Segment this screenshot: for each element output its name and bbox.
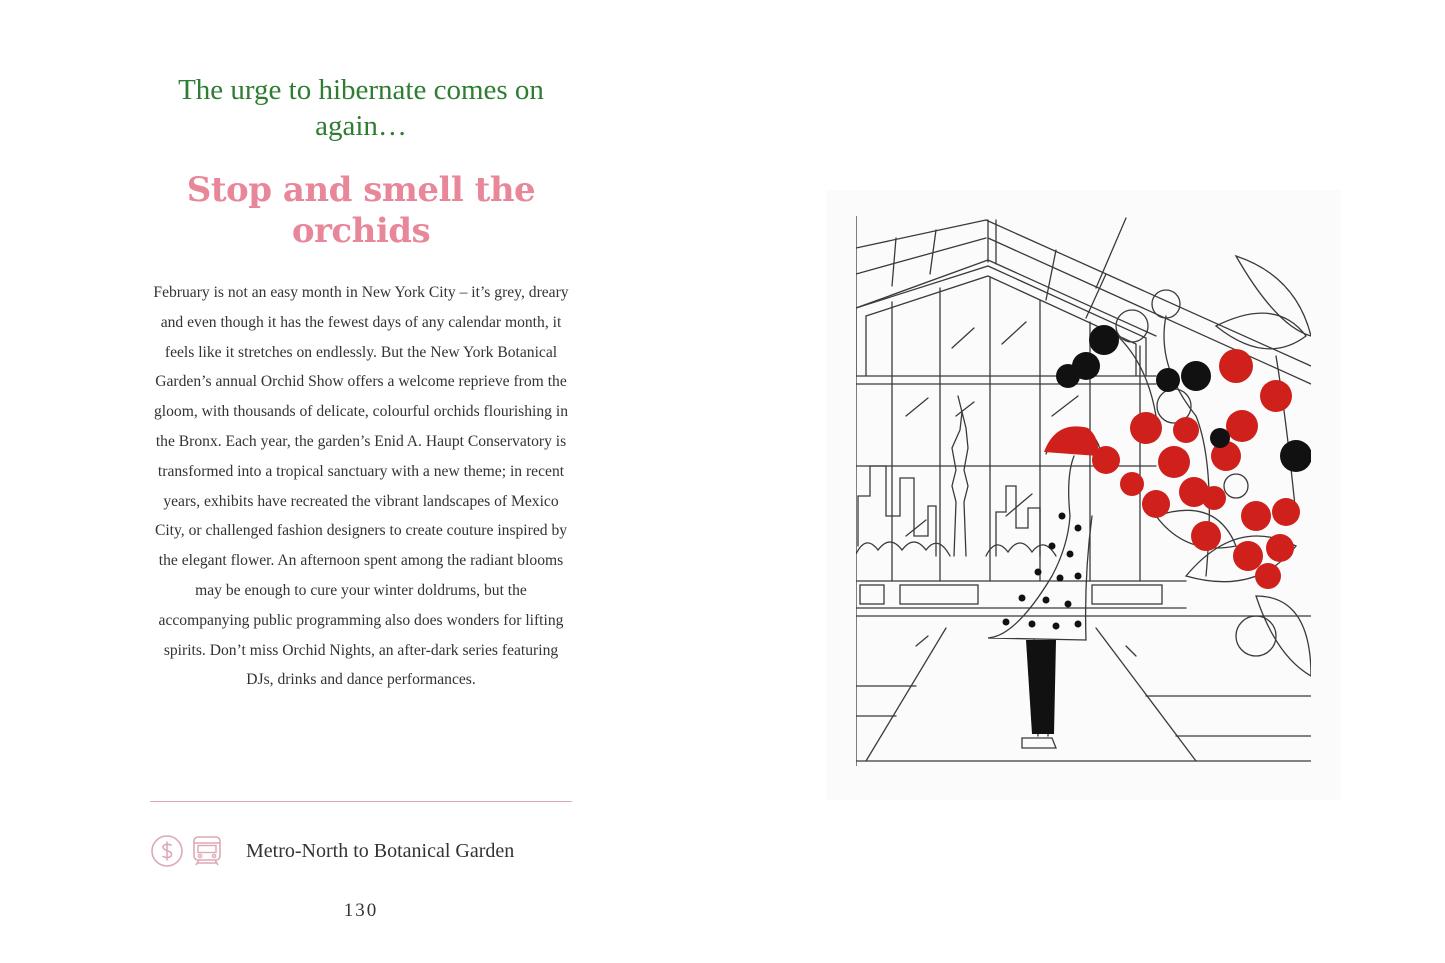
- divider: [150, 801, 572, 802]
- greenhouse-illustration: [856, 216, 1311, 766]
- info-row: [150, 832, 580, 870]
- transit-directions: Metro-North to Botanical Garden: [246, 839, 515, 862]
- page-title: Stop and smell the orchids: [186, 170, 536, 251]
- dollar-icon: [150, 834, 184, 868]
- body-paragraph: February is not an easy month in New York City – it’s grey, dreary and even though it has the fewest days of any calendar month, it feels like it stretches on endlessly. But the New York Botanical Garden’s annual Orchid Show offers a welcome reprieve from the gloom, with thousands of delicate, colourful orchids flourishing in the Bronx. Each year, the garden’s Enid A. Haupt Conservatory is transformed into a tropical sanctuary with a new theme; in recent years, exhibits have recreated the vibrant landscapes of Mexico City, or challenged fashion designers to create couture inspired by the elegant flower. An afternoon spent among the radiant blooms may be enough to cure your winter doldrums, but the accompanying public programming also does wonders for lifting spirits. Don’t miss Orchid Nights, an after-dark series featuring DJs, drinks and dance performances.: [153, 284, 569, 689]
- train-icon: [190, 834, 224, 868]
- left-page: [0, 0, 722, 963]
- page-number: 130: [343, 900, 379, 921]
- right-page: [722, 0, 1445, 963]
- illustration-frame: [826, 190, 1341, 800]
- section-kicker: The urge to hibernate comes on again…: [178, 74, 544, 142]
